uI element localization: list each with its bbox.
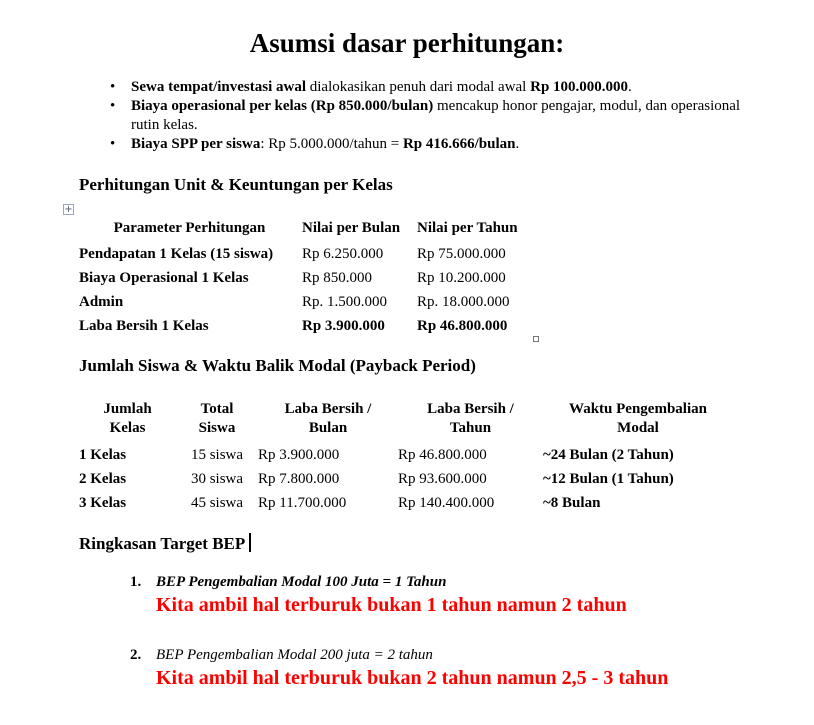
- bullet-bold: Biaya operasional per kelas (Rp 850.000/bulan): [131, 98, 434, 114]
- column-header: Total Siswa: [198, 401, 236, 436]
- bullet-bold-value: Rp 416.666/bulan: [402, 136, 516, 152]
- table-cell: 3 Kelas: [79, 495, 127, 511]
- table-row: [79, 314, 547, 338]
- list-spacer: [130, 618, 780, 645]
- table-cell: Rp 46.800.000: [417, 318, 508, 334]
- list-item: [130, 572, 780, 618]
- table-cell: Rp 140.400.000: [398, 495, 495, 511]
- bullet-tail: .: [515, 136, 520, 152]
- list-number: 2.: [130, 647, 142, 663]
- table-cell: 1 Kelas: [79, 447, 127, 463]
- column-header: Nilai per Bulan: [302, 220, 401, 236]
- table-cell: Rp 6.250.000: [302, 246, 384, 262]
- table-cell: Biaya Operasional 1 Kelas: [79, 270, 249, 286]
- table-row: [79, 443, 733, 467]
- bullet-icon: •: [110, 79, 116, 95]
- table-cell: Rp 75.000.000: [417, 246, 506, 262]
- table-cell: 30 siswa: [190, 471, 244, 487]
- table-cell: 45 siswa: [190, 495, 244, 511]
- table-cell: Rp 3.900.000: [258, 447, 340, 463]
- column-header: Waktu Pengembalian Modal: [569, 401, 707, 436]
- unit-profit-table: [79, 218, 547, 338]
- document-title: Asumsi dasar perhitungan:: [249, 28, 565, 58]
- table-row: [79, 467, 733, 491]
- list-item: [130, 645, 780, 691]
- table-cell: Rp 11.700.000: [258, 495, 347, 511]
- table-header-row: [79, 400, 733, 443]
- section-heading-unit: Perhitungan Unit & Keuntungan per Kelas: [79, 175, 393, 194]
- text-cursor: [249, 533, 251, 552]
- worst-case-note: Kita ambil hal terburuk bukan 2 tahun namun 2,5 - 3 tahun: [156, 667, 669, 689]
- section-heading-bep: [79, 533, 251, 554]
- table-cell: ~8 Bulan: [543, 495, 601, 511]
- table-row: [79, 290, 547, 314]
- bullet-bold-value: Rp 100.000.000: [530, 79, 629, 95]
- column-header: Parameter Perhitungan: [113, 220, 266, 236]
- table-cell: Admin: [79, 294, 124, 310]
- worst-case-note: Kita ambil hal terburuk bukan 1 tahun namun 2 tahun: [156, 594, 627, 616]
- bullet-icon: •: [110, 136, 116, 152]
- table-cell: Rp 10.200.000: [417, 270, 506, 286]
- table-cell: Rp. 1.500.000: [302, 294, 388, 310]
- table-cell: Rp 46.800.000: [398, 447, 487, 463]
- table-row: [79, 242, 547, 266]
- table-cell: Rp 3.900.000: [302, 318, 385, 334]
- bullet-text: : Rp 5.000.000/tahun =: [260, 136, 403, 152]
- bullet-tail: .: [628, 79, 632, 95]
- table-cell: Rp. 18.000.000: [417, 294, 510, 310]
- table-cell: 2 Kelas: [79, 471, 127, 487]
- table-cell: ~24 Bulan (2 Tahun): [543, 447, 674, 463]
- payback-table: [79, 400, 733, 515]
- column-header: Laba Bersih / Tahun: [427, 401, 514, 436]
- table-cell: ~12 Bulan (1 Tahun): [543, 471, 674, 487]
- bullet-icon: •: [110, 98, 116, 114]
- section-heading-bep-text: Ringkasan Target BEP: [79, 534, 246, 553]
- list-item: [107, 135, 767, 154]
- table-resize-handle-icon[interactable]: [533, 336, 539, 342]
- assumption-list: [107, 78, 767, 154]
- table-cell: Laba Bersih 1 Kelas: [79, 318, 209, 334]
- bullet-text: mencakup honor pengajar, modul, dan operasional rutin kelas.: [131, 98, 741, 133]
- column-header: Laba Bersih / Bulan: [284, 401, 372, 436]
- bullet-text: dialokasikan penuh dari modal awal: [306, 79, 531, 95]
- list-number: 1.: [130, 574, 142, 590]
- column-header: Jumlah Kelas: [103, 401, 152, 436]
- table-cell: 15 siswa: [190, 447, 244, 463]
- bep-summary-list: [130, 572, 780, 691]
- list-item: [107, 78, 767, 97]
- table-cell: Rp 850.000: [302, 270, 373, 286]
- table-cell: Rp 93.600.000: [398, 471, 487, 487]
- bullet-bold: Sewa tempat/investasi awal: [131, 79, 306, 95]
- table-cell: Rp 7.800.000: [258, 471, 340, 487]
- section-heading-payback: Jumlah Siswa & Waktu Balik Modal (Payback Period): [79, 356, 476, 375]
- bullet-bold: Biaya SPP per siswa: [131, 136, 261, 152]
- column-header: Nilai per Tahun: [417, 220, 518, 236]
- bep-target-text: BEP Pengembalian Modal 200 juta = 2 tahun: [156, 647, 433, 663]
- list-item: [107, 97, 767, 135]
- table-move-handle-icon[interactable]: +: [64, 204, 73, 215]
- table-row: [79, 491, 733, 515]
- table-cell: Pendapatan 1 Kelas (15 siswa): [79, 246, 274, 262]
- bep-target-text: BEP Pengembalian Modal 100 Juta = 1 Tahun: [156, 574, 447, 590]
- table-header-row: [79, 218, 547, 242]
- table-row: [79, 266, 547, 290]
